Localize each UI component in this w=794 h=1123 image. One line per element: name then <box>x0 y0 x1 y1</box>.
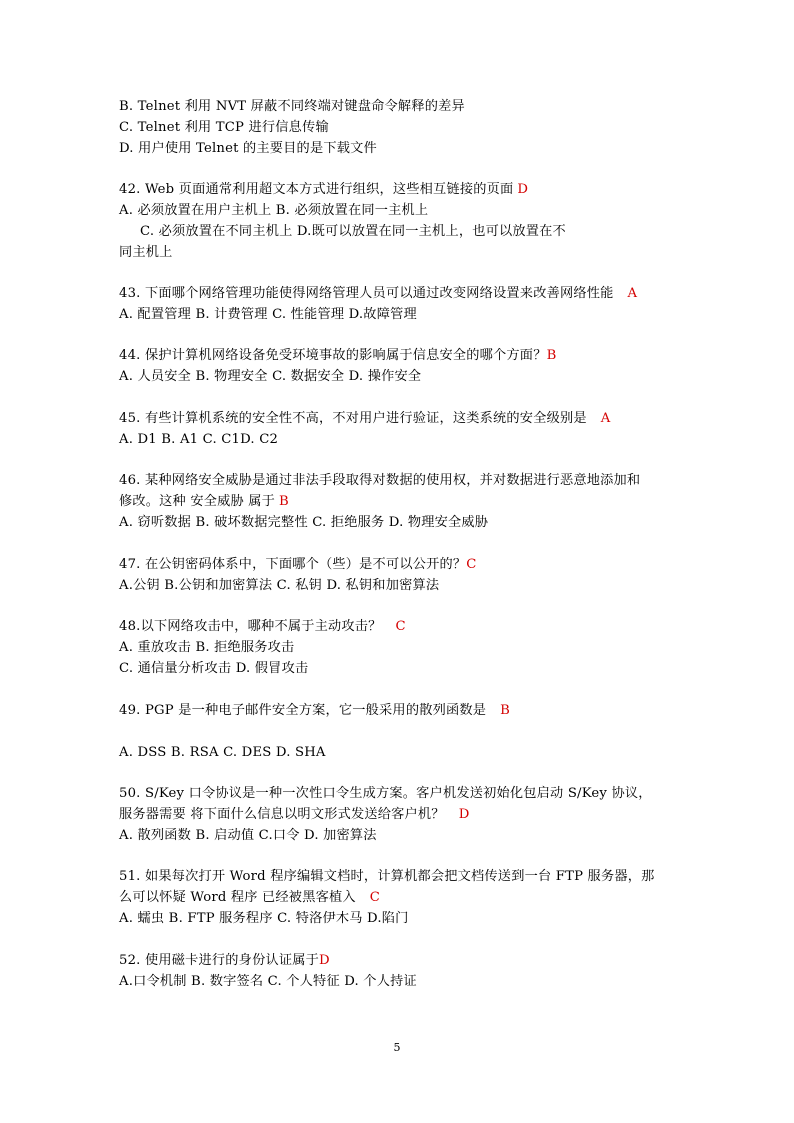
question-44: 44. 保护计算机网络设备免受环境事故的影响属于信息安全的哪个方面？B <box>119 348 557 363</box>
question-49: 49. PGP 是一种电子邮件安全方案，它一般采用的散列函数是 B <box>119 703 511 718</box>
question-50: 50. S/Key 口令协议是一种一次性口令生成方案。客户机发送初始化包启动 S/Key 协议， <box>119 786 652 801</box>
answer-mark: A <box>627 286 638 301</box>
question-46-cont: 修改。这种 安全威胁 属于 B <box>119 494 289 509</box>
answer-mark: B <box>500 703 511 718</box>
options-line: A. 人员安全 B. 物理安全 C. 数据安全 D. 操作安全 <box>119 369 422 384</box>
answer-mark: C <box>369 890 381 905</box>
options-line: A. DSS B. RSA C. DES D. SHA <box>119 745 326 760</box>
options-line: A.口令机制 B. 数字签名 C. 个人特征 D. 个人持证 <box>119 974 417 989</box>
options-line: A. 必须放置在用户主机上 B. 必须放置在同一主机上 <box>119 203 429 218</box>
question-52: 52. 使用磁卡进行的身份认证属于D <box>119 953 330 968</box>
options-line: A.公钥 B.公钥和加密算法 C. 私钥 D. 私钥和加密算法 <box>119 578 440 593</box>
options-line: 同主机上 <box>119 245 173 260</box>
options-line: A. 窃听数据 B. 破坏数据完整性 C. 拒绝服务 D. 物理安全威胁 <box>119 515 489 530</box>
answer-mark: D <box>458 807 470 822</box>
question-48: 48.以下网络攻击中，哪种不属于主动攻击？ C <box>119 619 406 634</box>
options-line: C. 通信量分析攻击 D. 假冒攻击 <box>119 661 309 676</box>
options-line: C. 必须放置在不同主机上 D.既可以放置在同一主机上，也可以放置在不 <box>140 224 566 239</box>
options-line: A. D1 B. A1 C. C1D. C2 <box>119 432 279 447</box>
question-51-cont: 么可以怀疑 Word 程序 已经被黑客植入 C <box>119 890 381 905</box>
answer-mark: C <box>395 619 406 634</box>
question-45: 45. 有些计算机系统的安全性不高，不对用户进行验证，这类系统的安全级别是 A <box>119 411 611 426</box>
page-number: 5 <box>393 1041 401 1054</box>
question-50-cont: 服务器需要 将下面什么信息以明文形式发送给客户机？ D <box>119 807 470 822</box>
answer-mark: D <box>517 182 529 197</box>
answer-mark: B <box>279 494 289 509</box>
answer-mark: B <box>546 348 557 363</box>
answer-mark: D <box>319 953 330 968</box>
text-line: C. Telnet 利用 TCP 进行信息传输 <box>119 120 329 135</box>
options-line: A. 配置管理 B. 计费管理 C. 性能管理 D.故障管理 <box>119 307 417 322</box>
options-line: A. 散列函数 B. 启动值 C.口令 D. 加密算法 <box>119 828 377 843</box>
options-line: A. 重放攻击 B. 拒绝服务攻击 <box>119 640 295 655</box>
options-line: A. 蠕虫 B. FTP 服务程序 C. 特洛伊木马 D.陷门 <box>119 911 409 926</box>
answer-mark: A <box>600 411 611 426</box>
question-43: 43. 下面哪个网络管理功能使得网络管理人员可以通过改变网络设置来改善网络性能 A <box>119 286 638 301</box>
answer-mark: C <box>466 557 477 572</box>
text-line: D. 用户使用 Telnet 的主要目的是下载文件 <box>119 141 377 156</box>
question-47: 47. 在公钥密码体系中，下面哪个（些）是不可以公开的？C <box>119 557 477 572</box>
question-42: 42. Web 页面通常利用超文本方式进行组织，这些相互链接的页面 D <box>119 182 529 197</box>
question-51: 51. 如果每次打开 Word 程序编辑文档时，计算机都会把文档传送到一台 FTP 服务器，那 <box>119 869 655 884</box>
text-line: B. Telnet 利用 NVT 屏蔽不同终端对键盘命令解释的差异 <box>119 99 465 114</box>
question-46: 46. 某种网络安全威胁是通过非法手段取得对数据的使用权，并对数据进行恶意地添加和 <box>119 473 641 488</box>
